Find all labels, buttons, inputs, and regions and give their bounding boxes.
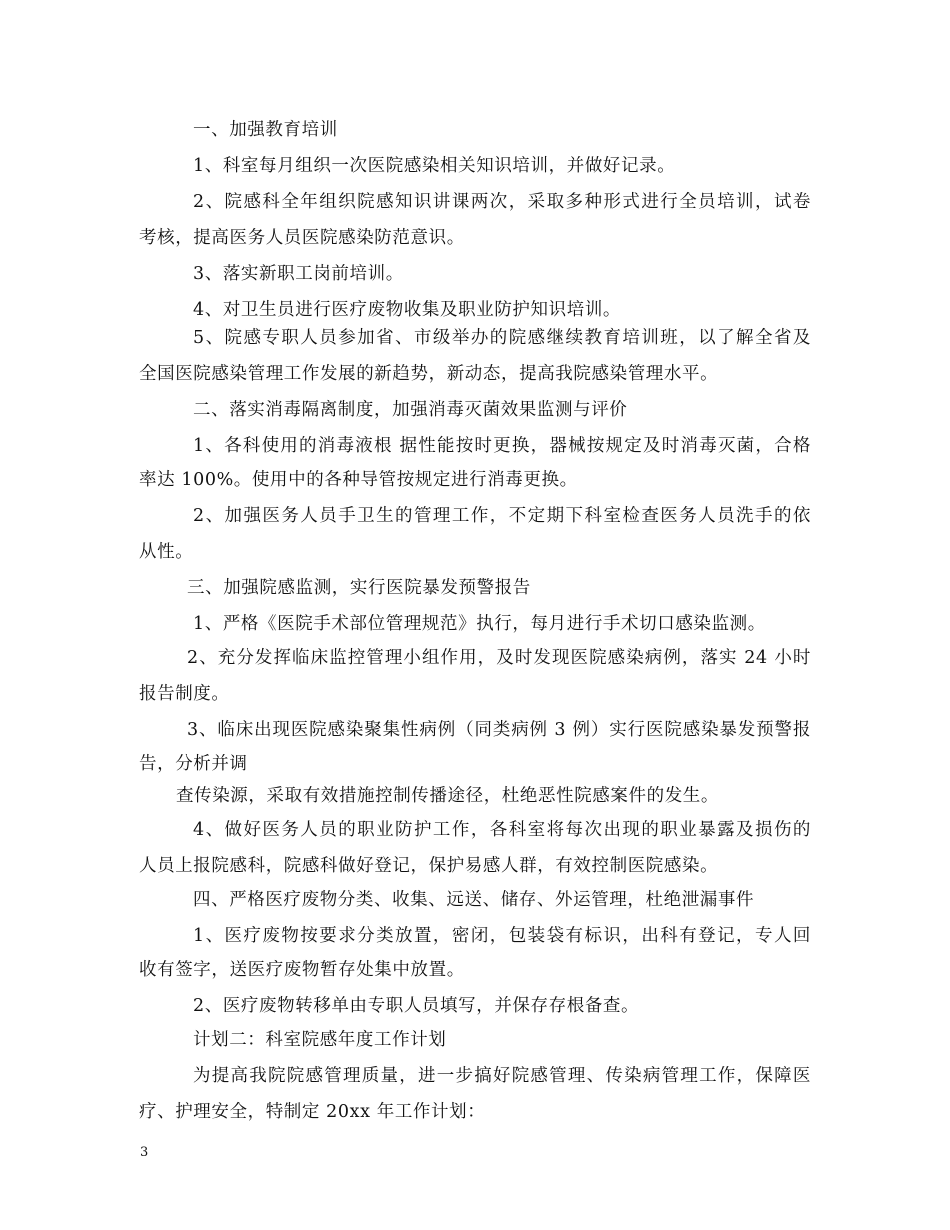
paragraph-line: 4、对卫生员进行医疗废物收集及职业防护知识培训。 bbox=[193, 300, 622, 320]
section-heading-4: 四、严格医疗废物分类、收集、远送、储存、外运管理，杜绝泄漏事件 bbox=[193, 890, 755, 910]
paragraph-line: 5、院感专职人员参加省、市级举办的院感继续教育培训班，以了解全省及 bbox=[193, 328, 811, 348]
paragraph-line: 1、医疗废物按要求分类放置，密闭，包装袋有标识，出科有登记，专人回 bbox=[193, 926, 811, 946]
paragraph-line: 查传染源，采取有效措施控制传播途径，杜绝恶性院感案件的发生。 bbox=[176, 786, 719, 806]
paragraph-line: 疗、护理安全，特制定 20xx 年工作计划： bbox=[139, 1102, 486, 1122]
paragraph-line: 人员上报院感科，院感科做好登记，保护易感人群，有效控制医院感染。 bbox=[139, 856, 719, 876]
paragraph-line: 2、院感科全年组织院感知识讲课两次，采取多种形式进行全员培训，试卷 bbox=[193, 192, 811, 212]
page-number: 3 bbox=[140, 1145, 149, 1160]
paragraph-line: 2、医疗废物转移单由专职人员填写，并保存存根备查。 bbox=[193, 996, 640, 1016]
paragraph-line: 1、各科使用的消毒液根 据性能按时更换，器械按规定及时消毒灭菌，合格 bbox=[193, 436, 811, 456]
paragraph-line: 2、充分发挥临床监控管理小组作用，及时发现医院感染病例，落实 24 小时 bbox=[187, 648, 811, 668]
paragraph-line: 3、落实新职工岗前培训。 bbox=[193, 264, 404, 284]
section-heading-2: 二、落实消毒隔离制度，加强消毒灭菌效果监测与评价 bbox=[193, 400, 628, 420]
paragraph-line: 率达 100%。使用中的各种导管按规定进行消毒更换。 bbox=[139, 470, 578, 490]
paragraph-line: 报告制度。 bbox=[139, 684, 230, 704]
section-heading-3: 三、加强院感监测，实行医院暴发预警报告 bbox=[187, 578, 531, 598]
paragraph-line: 2、加强医务人员手卫生的管理工作，不定期下科室检查医务人员洗手的依 bbox=[193, 506, 811, 526]
paragraph-line: 1、科室每月组织一次医院感染相关知识培训，并做好记录。 bbox=[193, 156, 676, 176]
paragraph-line: 从性。 bbox=[139, 542, 194, 562]
paragraph-line: 告，分析并调 bbox=[139, 754, 248, 774]
paragraph-line: 为提高我院院感管理质量，进一步搞好院感管理、传染病管理工作，保障医 bbox=[193, 1066, 811, 1086]
paragraph-line: 4、做好医务人员的职业防护工作，各科室将每次出现的职业暴露及损伤的 bbox=[193, 820, 811, 840]
paragraph-line: 全国医院感染管理工作发展的新趋势，新动态，提高我院感染管理水平。 bbox=[139, 364, 719, 384]
plan-heading: 计划二：科室院感年度工作计划 bbox=[193, 1030, 447, 1050]
paragraph-line: 1、严格《医院手术部位管理规范》执行，每月进行手术切口感染监测。 bbox=[193, 614, 766, 634]
section-heading-1: 一、加强教育培训 bbox=[193, 120, 338, 140]
paragraph-line: 3、临床出现医院感染聚集性病例（同类病例 3 例）实行医院感染暴发预警报 bbox=[187, 720, 811, 740]
paragraph-line: 考核，提高医务人员医院感染防范意识。 bbox=[139, 228, 465, 248]
paragraph-line: 收有签字，送医疗废物暂存处集中放置。 bbox=[139, 960, 465, 980]
